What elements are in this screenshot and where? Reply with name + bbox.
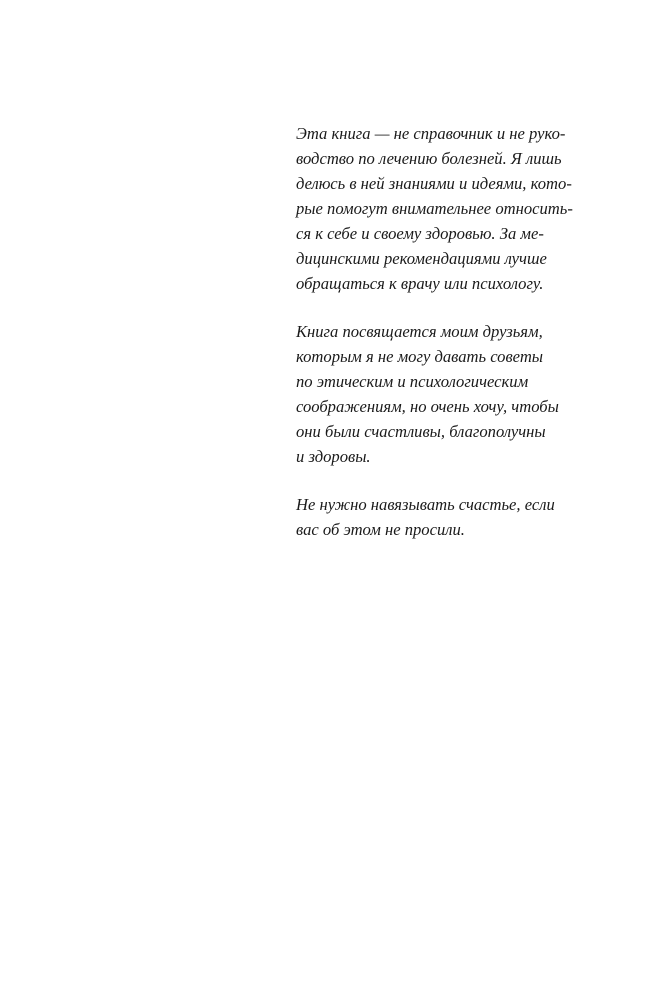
- disclaimer-paragraph: [296, 121, 596, 296]
- paragraph-line: которым я не могу давать советы: [296, 347, 544, 366]
- paragraph-line: дицинскими рекомендациями лучше: [296, 249, 547, 268]
- paragraph-line: вас об этом не просили.: [296, 520, 465, 539]
- paragraph-line: делюсь в ней знаниями и идеями, кото-: [296, 174, 572, 193]
- paragraph-line: они были счастливы, благополучны: [296, 422, 546, 441]
- paragraph-line: и здоровы.: [296, 447, 371, 466]
- paragraph-line: водство по лечению болезней. Я лишь: [296, 149, 562, 168]
- closing-paragraph: [296, 492, 596, 542]
- paragraph-line: Эта книга — не справочник и не руко-: [296, 124, 566, 143]
- paragraph-line: Не нужно навязывать счастье, если: [296, 495, 555, 514]
- paragraph-line: ся к себе и своему здоровью. За ме-: [296, 224, 544, 243]
- dedication-paragraph: [296, 319, 596, 469]
- paragraph-line: Книга посвящается моим друзьям,: [296, 322, 543, 341]
- paragraph-line: соображениям, но очень хочу, чтобы: [296, 397, 559, 416]
- paragraph-line: рые помогут внимательнее относить-: [296, 199, 573, 218]
- paragraph-line: обращаться к врачу или психологу.: [296, 274, 544, 293]
- epigraph-text-block: [296, 121, 596, 565]
- paragraph-line: по этическим и психологическим: [296, 372, 529, 391]
